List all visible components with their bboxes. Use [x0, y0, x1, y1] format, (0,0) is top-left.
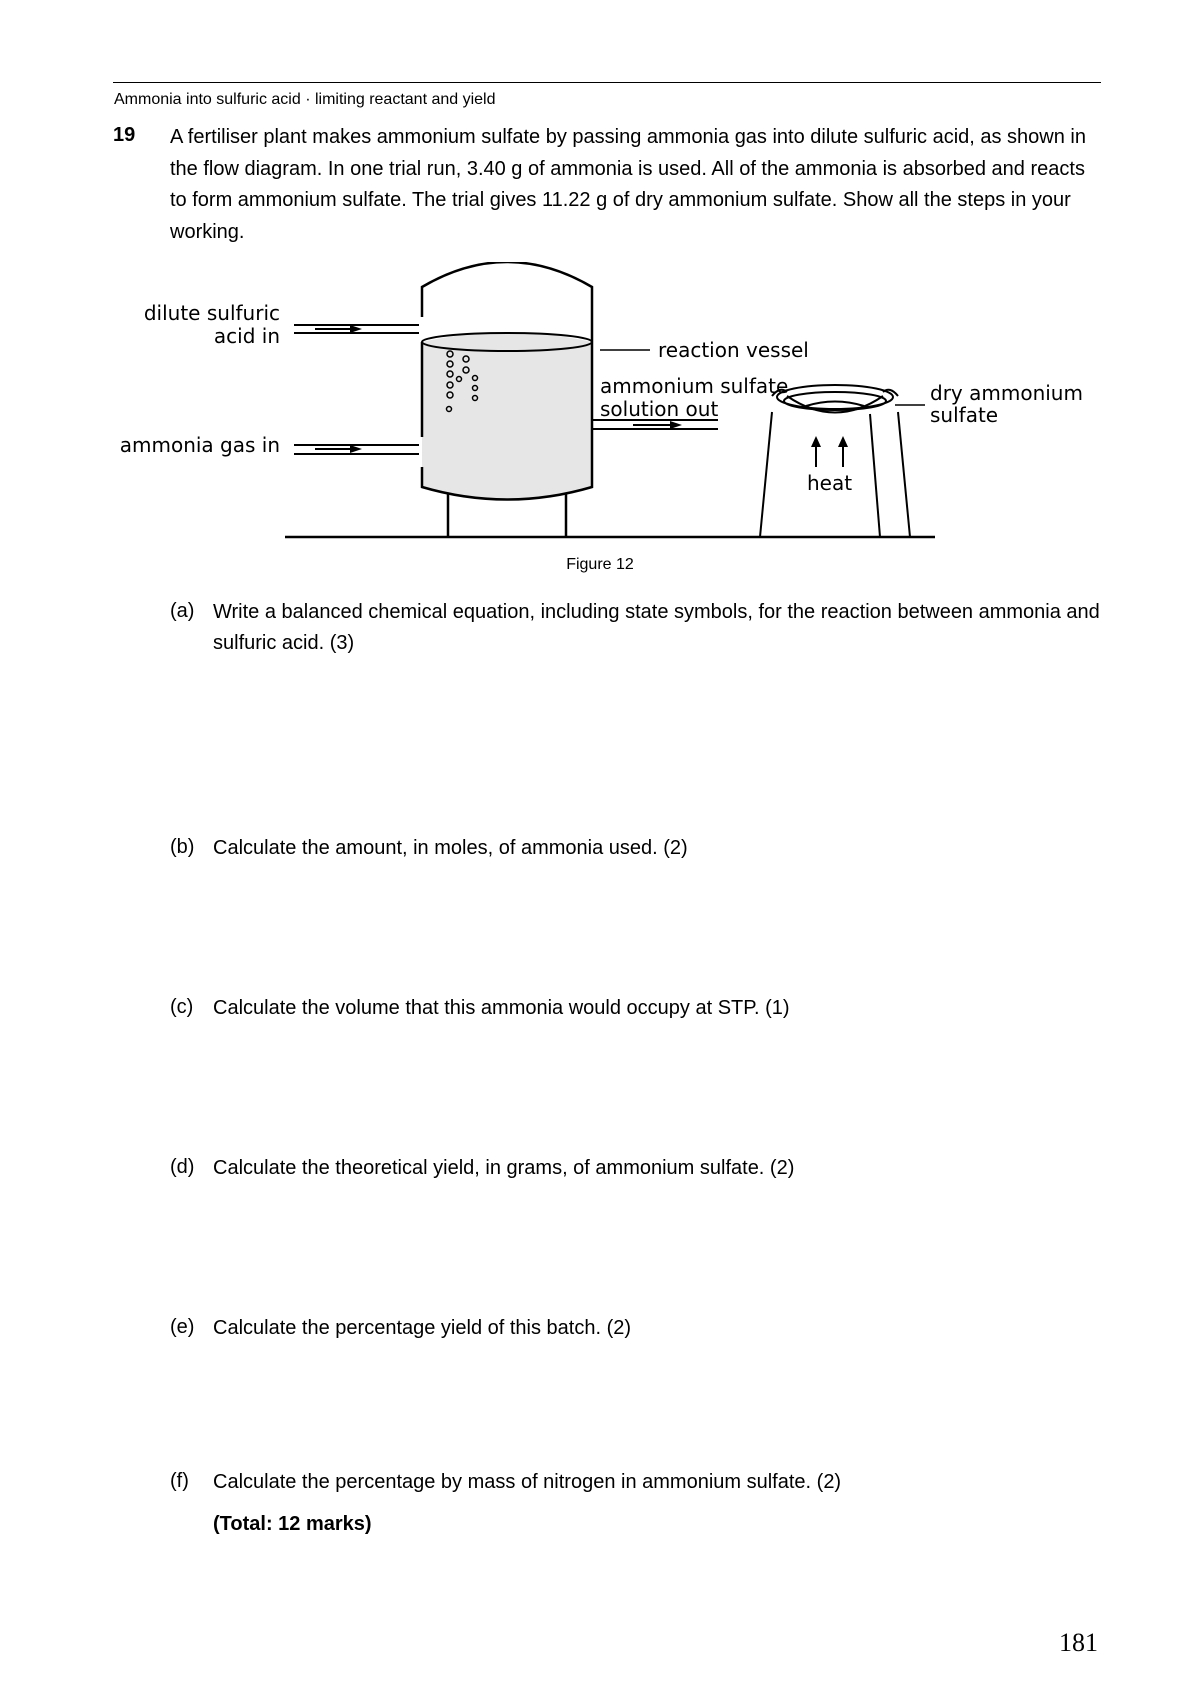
label-dry-1: dry ammonium — [930, 381, 1083, 405]
part-f-text: Calculate the percentage by mass of nitrogen in ammonium sulfate. (2) — [213, 1471, 842, 1493]
label-ammonia-in: ammonia gas in — [119, 433, 280, 457]
evaporating-dish — [772, 385, 898, 413]
label-dry-2: sulfate — [930, 403, 999, 427]
label-heat: heat — [807, 471, 853, 495]
part-c-text: Calculate the volume that this ammonia would occupy at STP. (1) — [213, 997, 790, 1019]
part-b-text: Calculate the amount, in moles, of ammonia used. (2) — [213, 837, 688, 859]
part-f-label: (f) — [170, 1470, 189, 1492]
figure-caption: Figure 12 — [566, 556, 634, 573]
question-intro: A fertiliser plant makes ammonium sulfate by passing ammonia gas into dilute sulfuric acid, as shown in the flow diagram. In one trial run, 3.40 g of ammonia is used. All of the ammonia is absorbed and reacts to form ammonium sulfate. The trial gives 11.22 g of dry ammonium sulfate. Show all the steps in your working. — [170, 126, 1086, 243]
part-e-label: (e) — [170, 1316, 195, 1338]
label-acid-in-1: dilute sulfuric — [143, 301, 280, 325]
question-number: 19 — [113, 124, 136, 146]
acid-inlet-arrow — [315, 325, 362, 333]
running-header: Ammonia into sulfuric acid · limiting reactant and yield — [114, 91, 496, 108]
header-rule — [113, 82, 1101, 83]
part-a-label: (a) — [170, 600, 195, 622]
label-reaction-vessel: reaction vessel — [658, 338, 809, 362]
part-d-text: Calculate the theoretical yield, in grams, of ammonium sulfate. (2) — [213, 1157, 795, 1179]
label-solution-out-2: solution out — [600, 397, 719, 421]
part-c-label: (c) — [170, 996, 194, 1018]
part-a-text: Write a balanced chemical equation, including state symbols, for the reaction between ammonia and sulfuric acid. (3) — [213, 601, 1100, 654]
solution-outlet-arrow — [633, 421, 682, 429]
part-d-label: (d) — [170, 1156, 195, 1178]
label-solution-out-1: ammonium sulfate — [600, 374, 789, 398]
ammonia-inlet-arrow — [315, 445, 362, 453]
page-number: 181 — [1059, 1628, 1098, 1657]
flow-diagram — [110, 262, 1110, 552]
total-marks: (Total: 12 marks) — [213, 1513, 372, 1535]
heat-arrows — [811, 436, 848, 467]
part-e-text: Calculate the percentage yield of this batch. (2) — [213, 1317, 632, 1339]
solution-fill — [422, 333, 592, 500]
label-acid-in-2: acid in — [213, 324, 280, 348]
part-b-label: (b) — [170, 836, 195, 858]
